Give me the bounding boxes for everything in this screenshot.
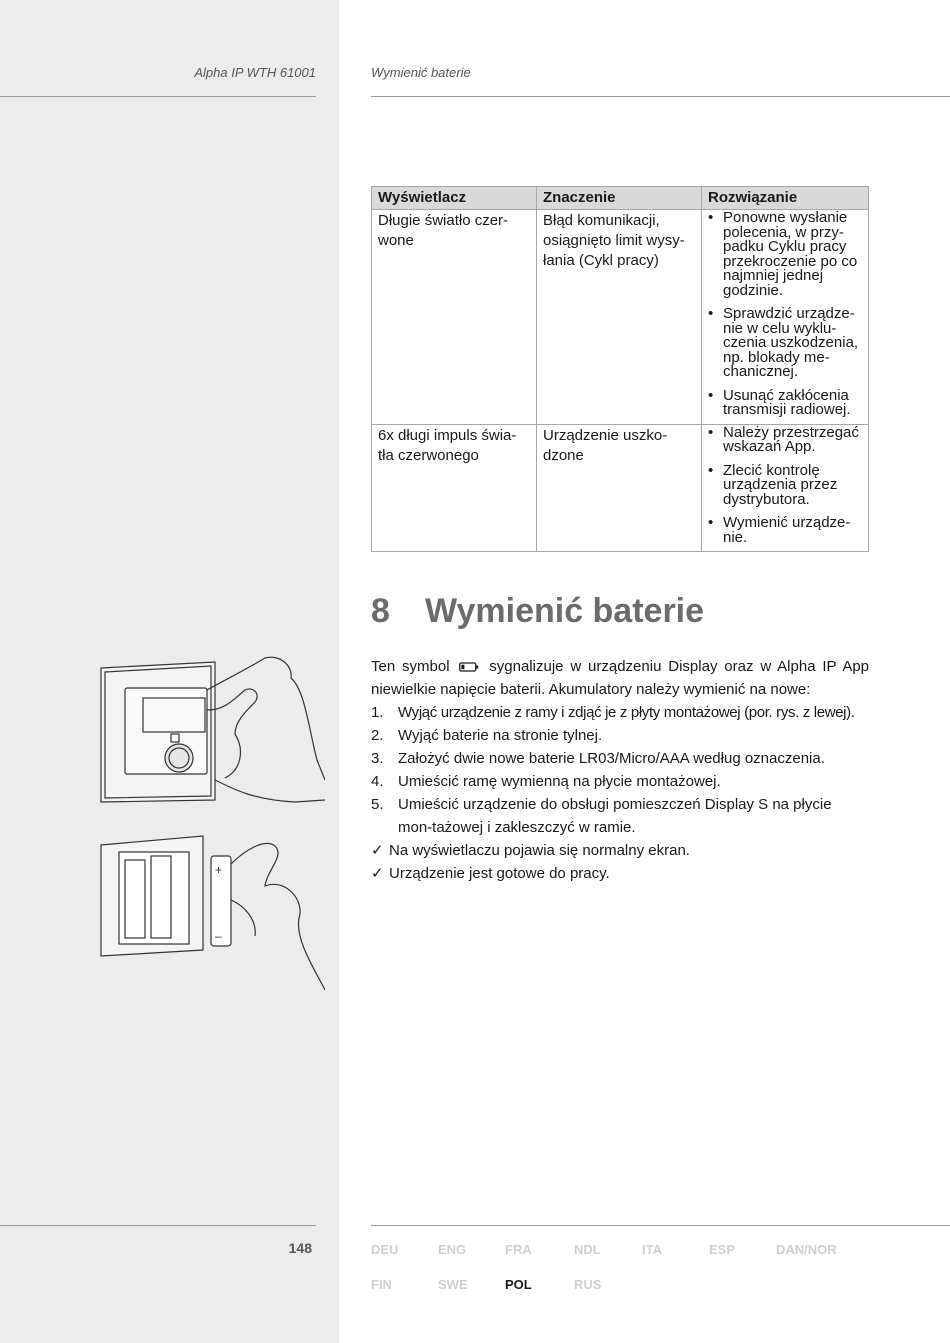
language-link-deu[interactable]: DEU bbox=[371, 1242, 399, 1257]
language-link-ndl[interactable]: NDL bbox=[574, 1242, 601, 1257]
step-number: 5. bbox=[371, 796, 384, 813]
page-number: 148 bbox=[288, 1240, 312, 1256]
solution-item: • Wymienić urządze-nie. bbox=[708, 516, 862, 545]
cell-display: 6x długi impuls świa-tła czerwonego bbox=[372, 424, 537, 552]
result-text: Urządzenie jest gotowe do pracy. bbox=[389, 865, 610, 882]
intro-after-icon: sygnalizuje w urządzeniu Display oraz w Alpha IP App niewielkie napięcie baterii. Akumulatory należy wymienić na nowe: bbox=[371, 658, 870, 698]
header-chapter: Wymienić baterie bbox=[371, 65, 471, 80]
result-item bbox=[371, 839, 869, 862]
language-link-swe[interactable]: SWE bbox=[438, 1277, 468, 1292]
col-header-display: Wyświetlacz bbox=[372, 187, 537, 210]
solution-item: • Sprawdzić urządze-nie w celu wyklu-czenia uszkodzenia, np. blokady me-chanicznej. bbox=[708, 307, 862, 380]
error-table bbox=[371, 186, 869, 552]
solution-item: • Zlecić kontrolę urządzenia przez dystrybutora. bbox=[708, 464, 862, 508]
device-on-wall-drawing bbox=[101, 657, 325, 802]
language-link-pol[interactable]: POL bbox=[505, 1277, 532, 1292]
language-link-fin[interactable]: FIN bbox=[371, 1277, 392, 1292]
table-row bbox=[372, 210, 869, 425]
cell-meaning: Błąd komunikacji, osiągnięto limit wysy-łania (Cykl pracy) bbox=[537, 210, 702, 425]
list-item bbox=[371, 793, 869, 839]
result-text: Na wyświetlaczu pojawia się normalny ekran. bbox=[389, 842, 690, 859]
language-link-eng[interactable]: ENG bbox=[438, 1242, 467, 1257]
step-text: Wyjąć urządzenie z ramy i zdjąć je z płyty montażowej (por. rys. z lewej). bbox=[398, 704, 855, 721]
section-number: 8 bbox=[371, 592, 390, 630]
header-rule-right bbox=[371, 96, 950, 97]
step-text: Umieścić urządzenie do obsługi pomieszczeń Display S na płycie mon-tażowej i zakleszczyć w ramie. bbox=[398, 796, 832, 836]
step-text: Umieścić ramę wymienną na płycie montażowej. bbox=[398, 773, 721, 790]
steps-list bbox=[371, 701, 869, 839]
list-item bbox=[371, 770, 869, 793]
step-text: Założyć dwie nowe baterie LR03/Micro/AAA według oznaczenia. bbox=[398, 750, 825, 767]
battery-replacement-illustration bbox=[95, 650, 325, 1000]
step-number: 2. bbox=[371, 727, 384, 744]
result-item bbox=[371, 862, 869, 885]
header-product: Alpha IP WTH 61001 bbox=[194, 65, 316, 80]
section-title: Wymienić baterie bbox=[425, 592, 705, 630]
step-number: 4. bbox=[371, 773, 384, 790]
table-row bbox=[372, 424, 869, 552]
step-number: 3. bbox=[371, 750, 384, 767]
cell-display: Długie światło czer-wone bbox=[372, 210, 537, 425]
cell-solution bbox=[702, 210, 869, 425]
step-text: Wyjąć baterie na stronie tylnej. bbox=[398, 727, 603, 744]
table-header-row bbox=[372, 187, 869, 210]
intro-before-icon: Ten symbol bbox=[371, 658, 450, 675]
cell-meaning: Urządzenie uszko-dzone bbox=[537, 424, 702, 552]
intro-paragraph bbox=[371, 655, 869, 701]
solution-item: • Usunąć zakłócenia transmisji radiowej. bbox=[708, 389, 862, 418]
footer-rule-right bbox=[371, 1225, 950, 1226]
language-link-fra[interactable]: FRA bbox=[505, 1242, 532, 1257]
language-link-esp[interactable]: ESP bbox=[709, 1242, 736, 1257]
language-link-rus[interactable]: RUS bbox=[574, 1277, 602, 1292]
list-item bbox=[371, 747, 869, 770]
solution-item: • Ponowne wysłanie polecenia, w przy-padku Cyklu pracy przekroczenie po co najmniej jednej godzinie. bbox=[708, 211, 862, 298]
device-back-battery-drawing bbox=[101, 836, 325, 990]
cell-solution bbox=[702, 424, 869, 552]
list-item bbox=[371, 724, 869, 747]
footer-rule-left bbox=[0, 1225, 316, 1226]
col-header-meaning: Znaczenie bbox=[537, 187, 702, 210]
step-number: 1. bbox=[371, 704, 384, 721]
language-link-ita[interactable]: ITA bbox=[642, 1242, 662, 1257]
svg-text:–: – bbox=[215, 929, 222, 943]
low-battery-icon bbox=[459, 662, 479, 672]
solution-item: • Należy przestrzegać wskazań App. bbox=[708, 426, 862, 455]
section-body bbox=[371, 655, 869, 885]
checkmark-icon: ✓ bbox=[371, 842, 384, 859]
col-header-solution: Rozwiązanie bbox=[702, 187, 869, 210]
svg-text:+: + bbox=[215, 863, 223, 877]
section-heading bbox=[371, 592, 704, 631]
list-item bbox=[371, 701, 869, 724]
checkmark-icon: ✓ bbox=[371, 865, 384, 882]
header-rule-left bbox=[0, 96, 316, 97]
language-link-dan-nor[interactable]: DAN/NOR bbox=[776, 1242, 837, 1257]
